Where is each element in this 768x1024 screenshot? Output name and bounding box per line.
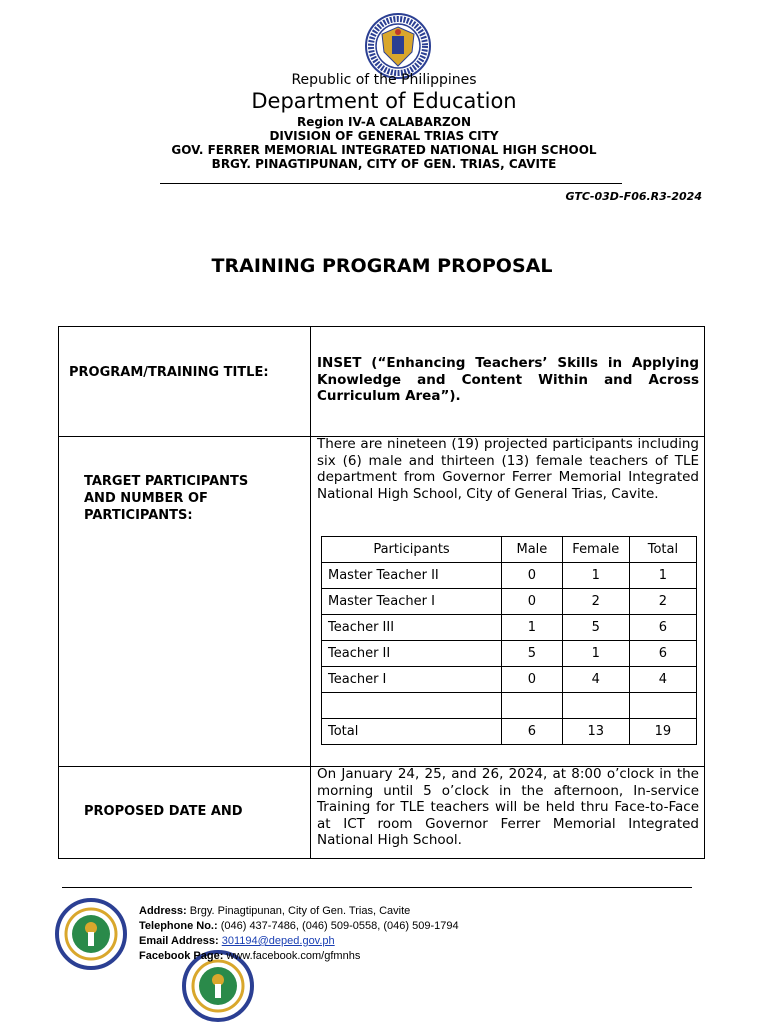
- row-female: 4: [562, 667, 629, 693]
- table-row: [322, 615, 697, 641]
- footer-telephone: [139, 920, 459, 932]
- table-row: [322, 589, 697, 615]
- row-total: 19: [629, 719, 696, 745]
- row-male: 0: [502, 589, 563, 615]
- header-female: Female: [562, 537, 629, 563]
- footer-address: [139, 905, 410, 917]
- header-total: Total: [629, 537, 696, 563]
- footer-email: [139, 935, 335, 947]
- participants-table-header: [322, 537, 697, 563]
- row-target-participants: [59, 436, 704, 767]
- row-male: 0: [502, 667, 563, 693]
- row-male: 6: [502, 719, 563, 745]
- proposed-date-label: PROPOSED DATE AND: [84, 804, 243, 819]
- row-male: 0: [502, 563, 563, 589]
- table-row: [322, 563, 697, 589]
- row-proposed-date: [59, 766, 704, 859]
- footer-telephone-value: (046) 437-7486, (046) 509-0558, (046) 509-1794: [220, 920, 459, 932]
- participants-table: [321, 536, 697, 745]
- program-title-label: PROGRAM/TRAINING TITLE:: [69, 365, 269, 380]
- row-female: 1: [562, 563, 629, 589]
- row-female: [562, 693, 629, 719]
- proposal-table: [58, 326, 705, 859]
- row-total: 2: [629, 589, 696, 615]
- footer-address-value: Brgy. Pinagtipunan, City of Gen. Trias, Cavite: [189, 905, 411, 917]
- row-male: 1: [502, 615, 563, 641]
- row-training-title: [59, 327, 704, 436]
- row-total: 6: [629, 641, 696, 667]
- row-female: 5: [562, 615, 629, 641]
- row-male: 5: [502, 641, 563, 667]
- row-participant: Teacher I: [322, 667, 502, 693]
- row-total: 1: [629, 563, 696, 589]
- table-row: [322, 693, 697, 719]
- header-address: BRGY. PINAGTIPUNAN, CITY OF GEN. TRIAS, CAVITE: [211, 157, 557, 171]
- table-row-total: [322, 719, 697, 745]
- row-participant: Master Teacher I: [322, 589, 502, 615]
- header-region: Region IV-A CALABARZON: [296, 115, 472, 129]
- header-department: Department of Education: [251, 89, 517, 113]
- row-total: 4: [629, 667, 696, 693]
- row-total: [629, 693, 696, 719]
- footer-address-label: Address:: [139, 905, 187, 917]
- document-title: TRAINING PROGRAM PROPOSAL: [211, 255, 553, 277]
- deped-seal-logo: [364, 12, 432, 80]
- row-participant: Master Teacher II: [322, 563, 502, 589]
- row-participant: [322, 693, 502, 719]
- row-male: [502, 693, 563, 719]
- school-seal-logo: [55, 898, 127, 970]
- form-code: GTC-03D-F06.R3-2024: [565, 190, 702, 203]
- header-divider: [160, 183, 622, 184]
- footer-divider: [62, 887, 692, 888]
- footer-email-label: Email Address:: [139, 935, 219, 947]
- header-division: DIVISION OF GENERAL TRIAS CITY: [269, 129, 499, 143]
- row-female: 2: [562, 589, 629, 615]
- header-school: GOV. FERRER MEMORIAL INTEGRATED NATIONAL HIGH SCHOOL: [171, 143, 597, 157]
- header-republic: Republic of the Philippines: [291, 72, 477, 88]
- footer-telephone-label: Telephone No.:: [139, 920, 218, 932]
- header-male: Male: [502, 537, 563, 563]
- participants-description: There are nineteen (19) projected participants including six (6) male and thirteen (13) female teachers of TLE department from Governor Ferrer Memorial Integrated National High School, City of General Trias, Cavite.: [317, 436, 699, 502]
- program-title-value: INSET (“Enhancing Teachers’ Skills in Applying Knowledge and Content Within and Across Curriculum Area”).: [317, 355, 699, 404]
- row-participant: Teacher III: [322, 615, 502, 641]
- table-row: [322, 641, 697, 667]
- footer-facebook-label: Facebook Page:: [139, 950, 224, 962]
- header-participants: Participants: [322, 537, 502, 563]
- row-female: 1: [562, 641, 629, 667]
- row-female: 13: [562, 719, 629, 745]
- row-participant: Teacher II: [322, 641, 502, 667]
- footer-facebook-value: www.facebook.com/gfmnhs: [226, 950, 361, 962]
- table-row: [322, 667, 697, 693]
- proposed-date-value: On January 24, 25, and 26, 2024, at 8:00 o’clock in the morning until 5 o’clock in the afternoon, In-service Training for TLE teachers will be held thru Face-to-Face at ICT room Governor Ferrer Memorial Integrated National High School.: [317, 766, 699, 848]
- footer-facebook: [139, 950, 360, 962]
- footer-email-link[interactable]: 301194@deped.gov.ph: [221, 935, 335, 947]
- row-participant: Total: [322, 719, 502, 745]
- row-total: 6: [629, 615, 696, 641]
- target-participants-label: TARGET PARTICIPANTS AND NUMBER OF PARTICIPANTS:: [84, 474, 249, 523]
